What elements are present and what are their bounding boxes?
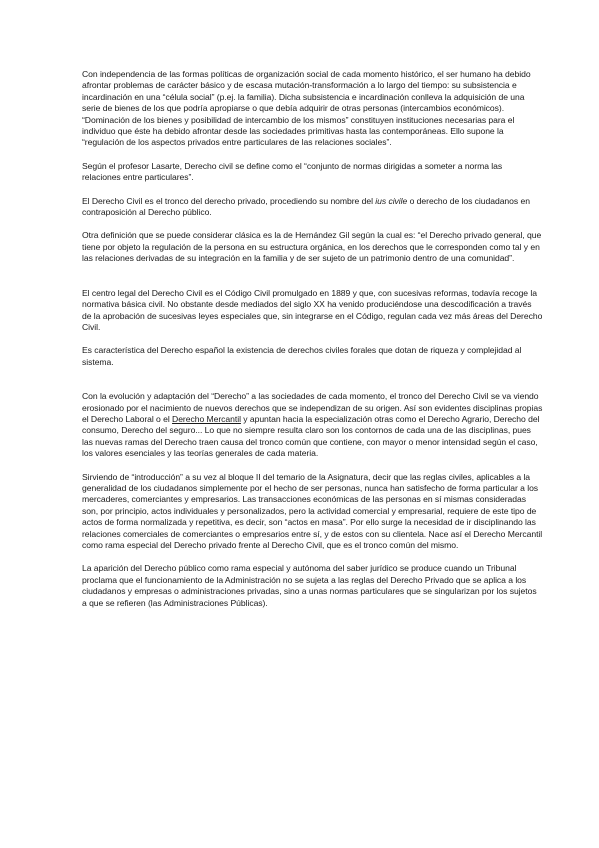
- paragraph-hernandez-gil-definition: Otra definición que se puede considerar clásica es la de Hernández Gil según la cual es: “el Derecho privado general, que tiene por objeto la regulación de la persona en su estructura orgánica, en los derechos que le corresponden como tal y en las relaciones derivadas de su integración en la familia y de ser sujeto de un patrimonio dentro de una comunidad”.: [82, 230, 542, 264]
- paragraph-civil-trunk-text-b: o derecho de los ciudadanos en contraposición al Derecho público.: [82, 195, 530, 218]
- paragraph-new-disciplines-text-a: Con la evolución y adaptación del “Derecho” a las sociedades de cada momento, el tronco del Derecho Civil se va viendo erosionado por el nacimiento de nuevos derechos que se independizan de su origen. Así son evidentes disciplinas propias el Derecho Laboral o el: [82, 391, 543, 424]
- paragraph-new-disciplines-text-b: y apuntan hacia la especialización otras como el Derecho Agrario, Derecho del consumo, Derecho del seguro... Lo que no siempre resulta claro son los contornos de cada una de las disciplinas, pues las nuevas ramas del Derecho traen causa del tronco común que contiene, con mayor o menor intensidad según el caso, los valores esenciales y las teorías generales de cada materia.: [82, 413, 540, 459]
- paragraph-commercial-law: Sirviendo de “introducción” a su vez al bloque II del temario de la Asignatura, decir que las reglas civiles, aplicables a la generalidad de los ciudadanos simplemente por el hecho de ser personas, nunca han satisfecho de forma particular a los mercaderes, comerciantes y empresarios. Las transacciones económicas de las personas en sí mismas consideradas son, por principio, actos individuales y personalizados, pero la actividad comercial y empresarial, requiere de este tipo de actos de forma normalizada y repetitiva, es decir, son “actos en masa”. Por ello surge la necesidad de ir disciplinando las relaciones comerciales de comerciantes o empresarios entre sí, y de estos con su clientela. Nace así el Derecho Mercantil como rama especial del Derecho privado frente al Derecho Civil, que es el tronco común del mismo.: [82, 471, 543, 550]
- derecho-mercantil-link[interactable]: Derecho Mercantil: [172, 413, 241, 424]
- paragraph-foral-rights: Es característica del Derecho español la existencia de derechos civiles forales que dotan de riqueza y complejidad al sistema.: [82, 345, 522, 367]
- paragraph-civil-code: El centro legal del Derecho Civil es el Código Civil promulgado en 1889 y que, con sucesivas reformas, todavía recoge la normativa básica civil. No obstante desde mediados del siglo XX ha venido produciéndose una descodificación a través de la aprobación de sucesivas leyes especiales que, sin integrarse en el Código, regulan cada vez más áreas del Derecho Civil.: [82, 287, 543, 332]
- paragraph-public-law: La aparición del Derecho público como rama especial y autónoma del saber jurídico se produce cuando un Tribunal proclama que el funcionamiento de la Administración no se sujeta a las reglas del Derecho Privado que se aplica a los ciudadanos y empresas o administraciones privadas, sino a unas normas particulares que se singularizan por los sujetos a que se refieren (las Administraciones Públicas).: [82, 563, 537, 608]
- paragraph-origins: Con independencia de las formas políticas de organización social de cada momento histórico, el ser humano ha debido afrontar problemas de carácter básico y de escasa mutación-transformación a lo largo del tiempo: su subsistencia e incardinación en una “célula social” (p.ej. la familia). Dicha subsistencia e incardinación conlleva la adquisición de una serie de bienes de los que podría apropiarse o que debía adquirir de otras personas (intercambios económicos). “Dominación de los bienes y posibilidad de intercambio de los mismos” constituyen instituciones necesarias para el individuo que éste ha debido afrontar desde las sociedades primitivas hasta las contemporáneas. Ello supone la “regulación de los aspectos privados entre particulares de las relaciones sociales”.: [82, 69, 531, 148]
- paragraph-civil-trunk: [82, 196, 543, 219]
- paragraph-lasarte-definition: Según el profesor Lasarte, Derecho civil se define como el “conjunto de normas dirigidas a someter a norma las relaciones entre particulares”.: [82, 160, 503, 183]
- paragraph-civil-trunk-text-a: El Derecho Civil es el tronco del derecho privado, procediendo su nombre del: [82, 195, 376, 206]
- paragraph-new-disciplines: [82, 391, 543, 459]
- ius-civile-term: ius civile: [375, 195, 408, 206]
